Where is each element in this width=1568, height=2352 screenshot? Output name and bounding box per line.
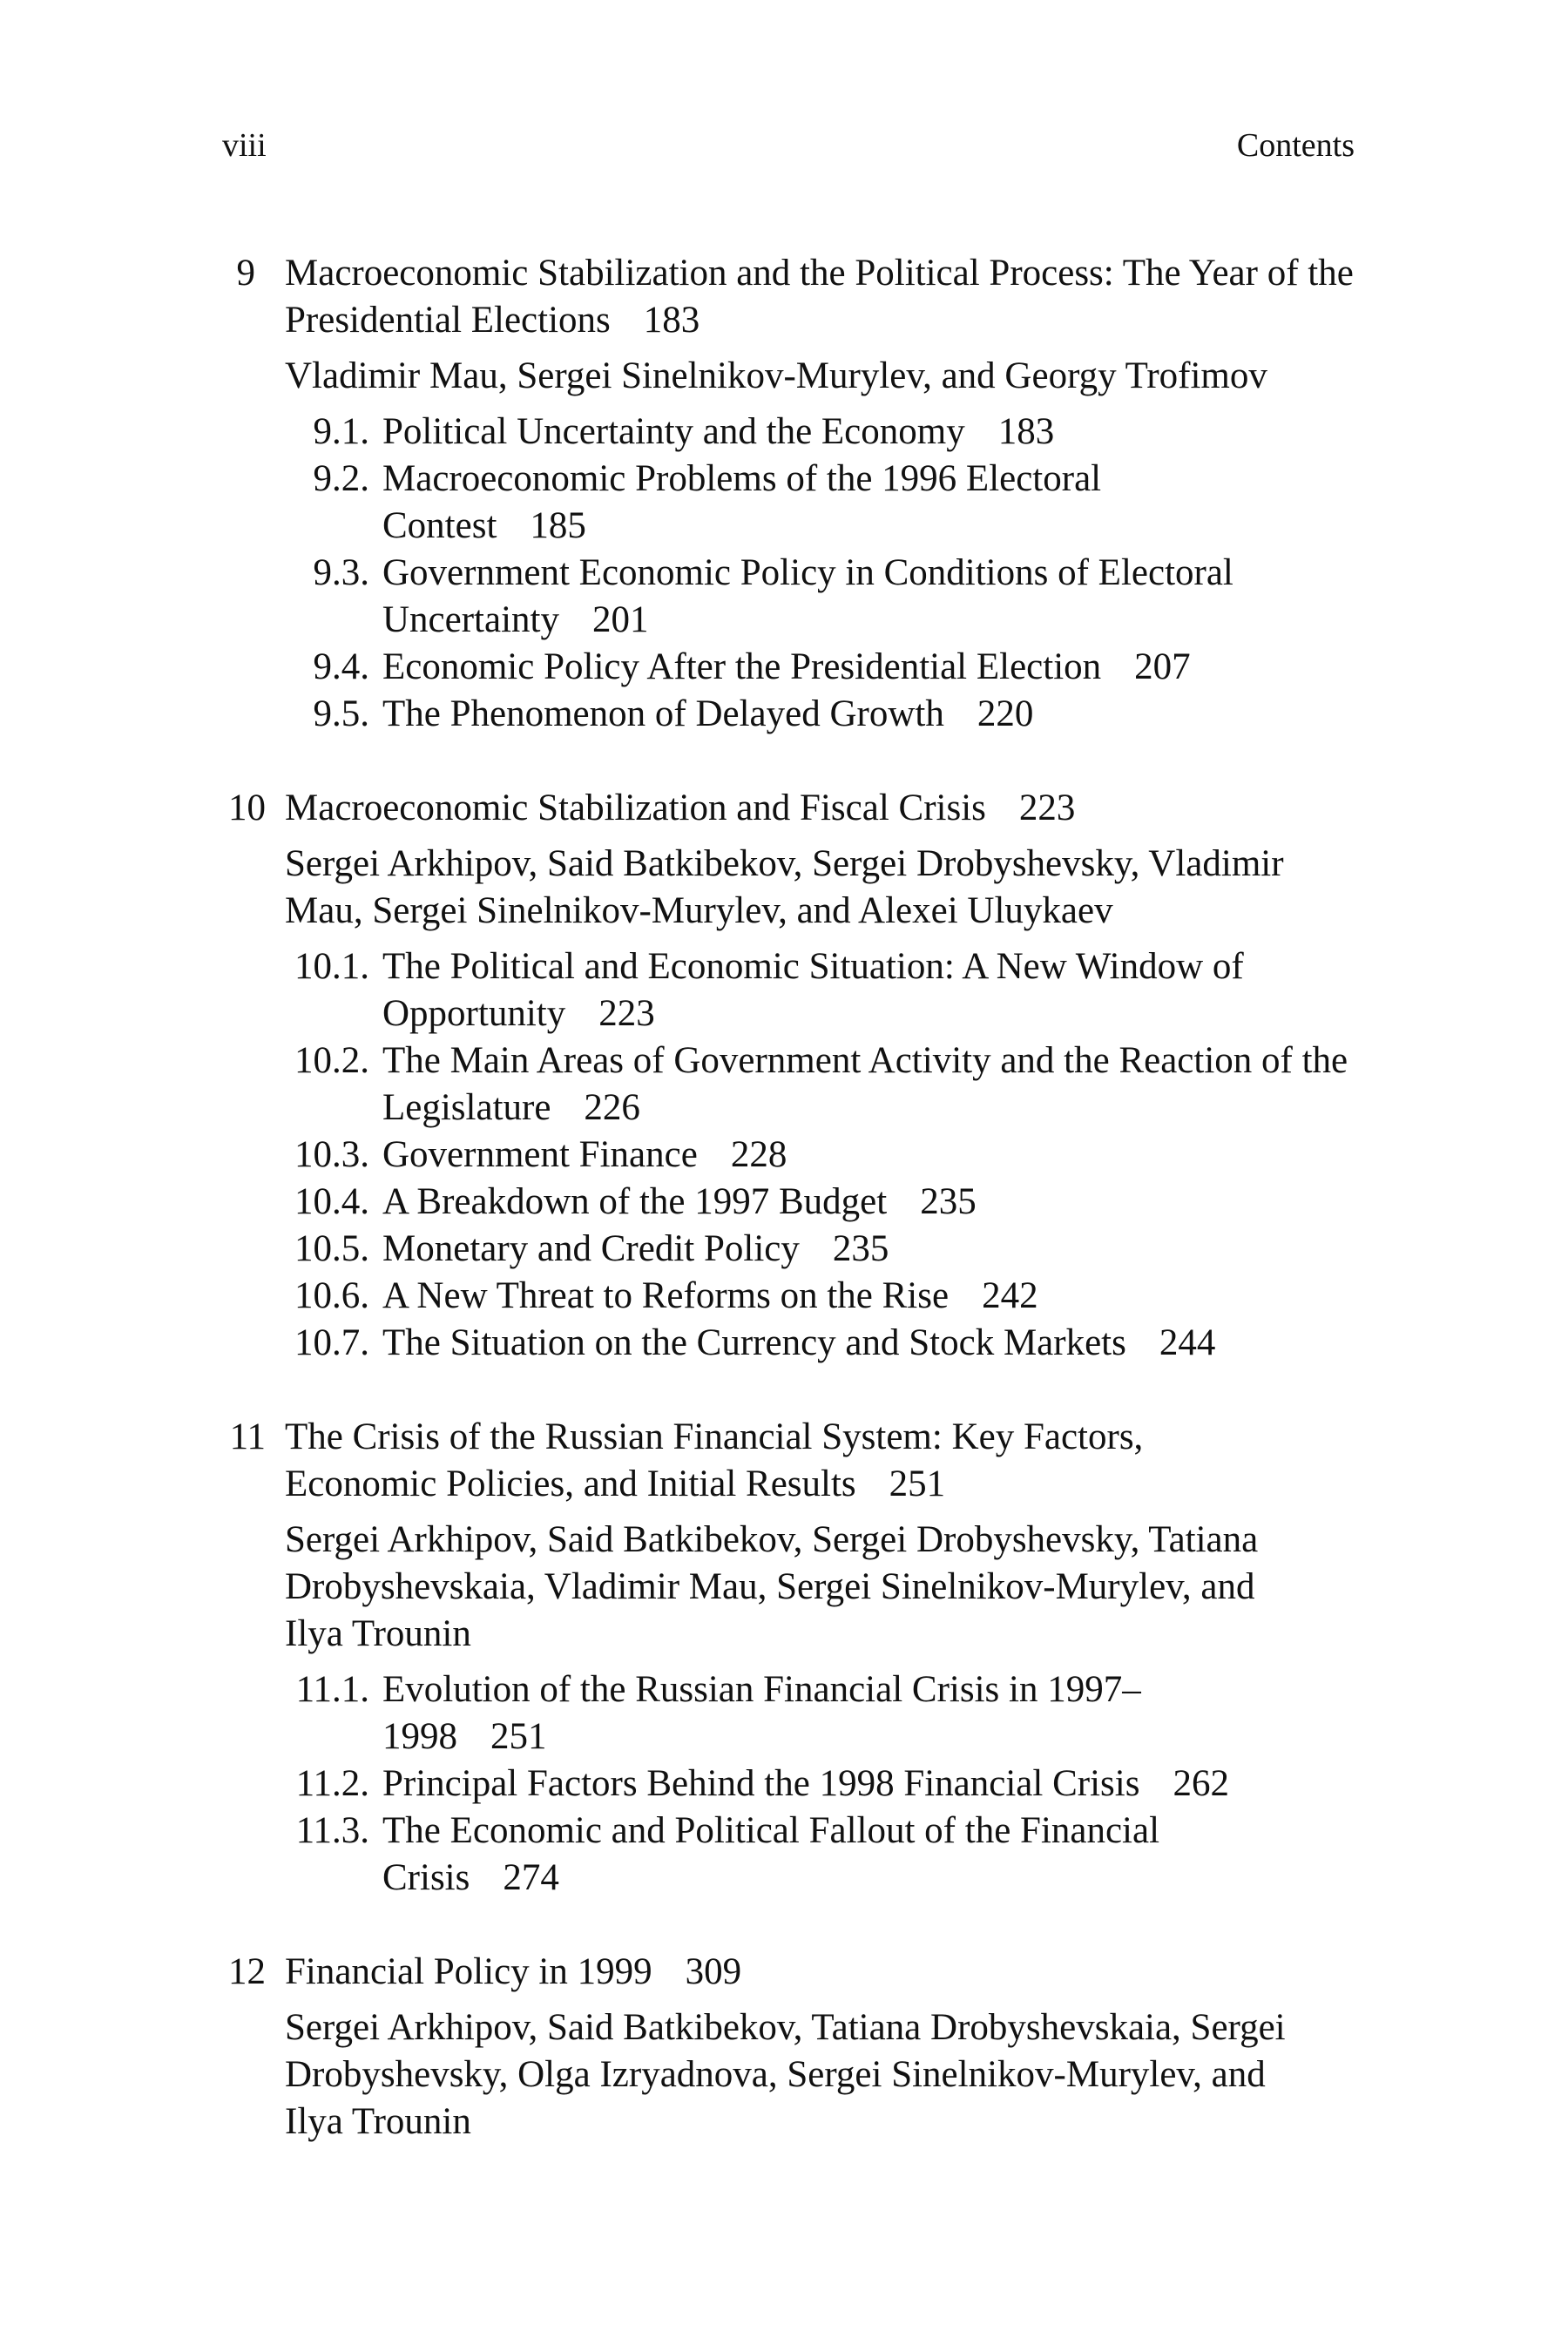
chapter-heading	[222, 1414, 1363, 1508]
section-title-line: The Political and Economic Situation: A New Window of Opportunity 223	[382, 946, 1244, 1034]
section-number: 9.4.	[313, 646, 369, 687]
toc-section-entry[interactable]	[285, 550, 1363, 644]
section-page-number: 235	[832, 1228, 889, 1269]
toc-section-entry[interactable]	[285, 1761, 1363, 1808]
chapter-10	[222, 785, 1363, 1367]
section-number: 9.1.	[313, 411, 369, 452]
toc-section-entry[interactable]	[285, 1273, 1363, 1320]
toc-section-entry[interactable]	[285, 1226, 1363, 1273]
toc-section-entry[interactable]	[285, 644, 1363, 691]
section-page-number: 228	[730, 1134, 787, 1175]
toc-section-entry[interactable]	[285, 1132, 1363, 1179]
section-title-line: Principal Factors Behind the 1998 Financial Crisis 262	[382, 1763, 1229, 1804]
running-title: Contents	[1236, 127, 1355, 164]
chapter-number: 11	[229, 1416, 266, 1457]
chapter-page-number: 223	[1018, 787, 1076, 828]
section-title-line: The Situation on the Currency and Stock Markets 244	[382, 1322, 1216, 1363]
table-of-contents	[222, 250, 1363, 2193]
section-number: 9.2.	[313, 458, 369, 499]
section-number: 11.1.	[295, 1669, 369, 1710]
section-page-number: 207	[1134, 646, 1191, 687]
section-page-number: 235	[920, 1181, 977, 1222]
section-list	[285, 943, 1363, 1367]
chapter-heading	[222, 785, 1363, 832]
section-title-line: The Main Areas of Government Activity and the Reaction of the Legislature 226	[382, 1040, 1348, 1128]
section-title-line: Government Economic Policy in Conditions of Electoral Uncertainty 201	[382, 552, 1233, 640]
toc-section-entry[interactable]	[285, 943, 1363, 1037]
page-folio: viii	[222, 127, 267, 164]
section-page-number: 185	[530, 505, 586, 546]
section-number: 10.7.	[294, 1322, 369, 1363]
chapter-heading	[222, 250, 1363, 344]
section-title-line: A New Threat to Reforms on the Rise 242	[382, 1275, 1038, 1316]
chapter-title[interactable]: Financial Policy in 1999 309	[285, 1951, 742, 1992]
section-page-number: 251	[490, 1716, 547, 1757]
section-number: 10.5.	[294, 1228, 369, 1269]
section-title-line: Government Finance 228	[382, 1134, 787, 1175]
section-page-number: 223	[598, 993, 655, 1034]
chapter-heading	[222, 1949, 1363, 1996]
toc-section-entry[interactable]	[285, 1320, 1363, 1367]
section-number: 10.1.	[294, 946, 369, 987]
chapter-title[interactable]: Macroeconomic Stabilization and the Political Process: The Year of the Presidential Elections 183	[285, 253, 1354, 341]
section-title-line: Evolution of the Russian Financial Crisis in 1997–1998 251	[382, 1669, 1141, 1757]
toc-section-entry[interactable]	[285, 1037, 1363, 1132]
section-page-number: 220	[977, 693, 1034, 734]
section-number: 11.2.	[295, 1763, 369, 1804]
section-title-line: Economic Policy After the Presidential Election 207	[382, 646, 1191, 687]
section-page-number: 201	[591, 599, 649, 640]
section-page-number: 262	[1173, 1763, 1229, 1804]
section-title-line: Political Uncertainty and the Economy 183	[382, 411, 1055, 452]
chapter-title[interactable]: Macroeconomic Stabilization and Fiscal Crisis 223	[285, 787, 1076, 828]
chapter-authors: Sergei Arkhipov, Said Batkibekov, Tatiana Drobyshevskaia, Sergei Drobyshevsky, Olga Izryadnova, Sergei Sinelnikov-Murylev, and Ilya Trounin	[285, 2007, 1286, 2142]
toc-section-entry[interactable]	[285, 1808, 1363, 1902]
section-number: 9.5.	[313, 693, 369, 734]
section-number: 10.6.	[294, 1275, 369, 1316]
section-page-number: 244	[1159, 1322, 1216, 1363]
chapter-page-number: 183	[643, 300, 700, 341]
section-list	[285, 1666, 1363, 1902]
section-page-number: 242	[982, 1275, 1038, 1316]
section-number: 9.3.	[313, 552, 369, 593]
section-title-line: The Economic and Political Fallout of the Financial Crisis 274	[382, 1810, 1160, 1898]
section-title-line: Monetary and Credit Policy 235	[382, 1228, 889, 1269]
chapter-authors: Sergei Arkhipov, Said Batkibekov, Sergei Drobyshevsky, Vladimir Mau, Sergei Sinelnikov-Murylev, and Alexei Uluykaev	[285, 843, 1284, 931]
toc-section-entry[interactable]	[285, 1666, 1363, 1761]
section-page-number: 274	[503, 1857, 559, 1898]
chapter-9	[222, 250, 1363, 738]
chapter-page-number: 309	[685, 1951, 742, 1992]
chapter-number: 10	[228, 787, 266, 828]
section-title-line: Macroeconomic Problems of the 1996 Electoral Contest 185	[382, 458, 1102, 546]
running-head	[222, 122, 1355, 169]
chapter-page-number: 251	[889, 1463, 946, 1504]
section-title-line: A Breakdown of the 1997 Budget 235	[382, 1181, 977, 1222]
section-title-line: The Phenomenon of Delayed Growth 220	[382, 693, 1034, 734]
toc-section-entry[interactable]	[285, 691, 1363, 738]
toc-section-entry[interactable]	[285, 409, 1363, 456]
toc-section-entry[interactable]	[285, 456, 1363, 550]
section-number: 10.3.	[294, 1134, 369, 1175]
section-number: 10.2.	[294, 1040, 369, 1081]
chapter-12	[222, 1949, 1363, 2146]
section-page-number: 226	[584, 1087, 640, 1128]
chapter-number: 9	[236, 253, 255, 294]
chapter-authors: Vladimir Mau, Sergei Sinelnikov-Murylev, and Georgy Trofimov	[285, 355, 1267, 396]
section-number: 11.3.	[295, 1810, 369, 1851]
section-list	[285, 409, 1363, 738]
section-number: 10.4.	[294, 1181, 369, 1222]
chapter-number: 12	[228, 1951, 266, 1992]
section-page-number: 183	[997, 411, 1055, 452]
chapter-authors: Sergei Arkhipov, Said Batkibekov, Sergei Drobyshevsky, Tatiana Drobyshevskaia, Vladimir Mau, Sergei Sinelnikov-Murylev, and Ilya Trounin	[285, 1519, 1259, 1654]
chapter-title[interactable]: The Crisis of the Russian Financial System: Key Factors, Economic Policies, and Initial Results 251	[285, 1416, 1144, 1504]
toc-section-entry[interactable]	[285, 1179, 1363, 1226]
chapter-11	[222, 1414, 1363, 1902]
